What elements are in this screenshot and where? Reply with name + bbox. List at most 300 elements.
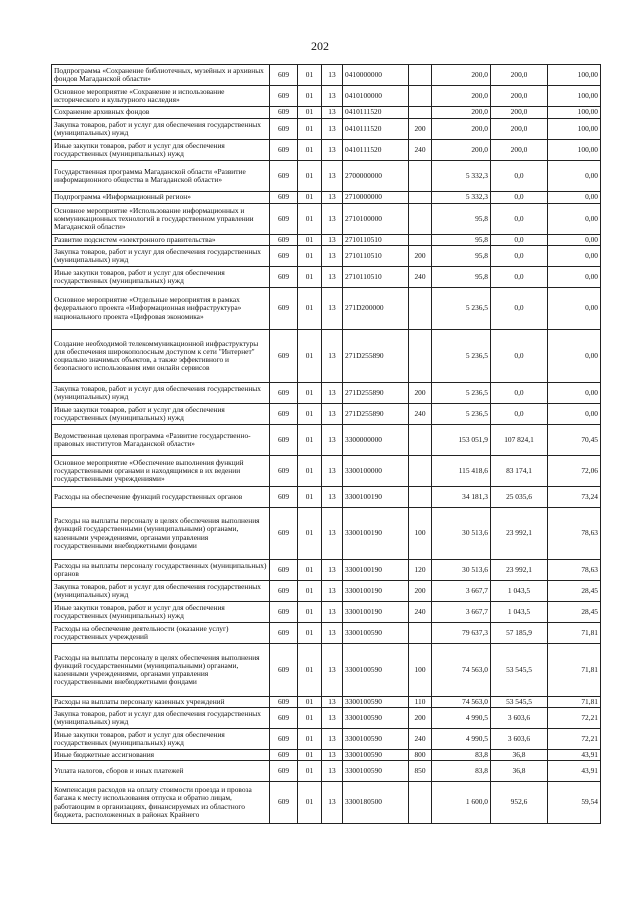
row-expense-type: 240: [409, 140, 432, 161]
row-ministry: 609: [270, 602, 298, 623]
row-section: 01: [298, 267, 322, 288]
row-expense-type: [409, 161, 432, 192]
row-planned: 4 990,5: [432, 729, 491, 750]
row-ministry: 609: [270, 708, 298, 729]
row-target-article: 0410111520: [343, 140, 409, 161]
row-subsection: 13: [322, 697, 343, 708]
row-planned: 153 051,9: [432, 425, 491, 456]
row-planned: 83,8: [432, 750, 491, 761]
row-executed: 83 174,1: [491, 456, 548, 487]
row-executed: 23 992,1: [491, 560, 548, 581]
row-planned: 5 236,5: [432, 404, 491, 425]
row-section: 01: [298, 383, 322, 404]
row-name: Расходы на выплаты персоналу казенных учреждений: [52, 697, 270, 708]
row-planned: 5 332,3: [432, 192, 491, 204]
row-ministry: 609: [270, 697, 298, 708]
row-section: 01: [298, 140, 322, 161]
row-section: 01: [298, 425, 322, 456]
row-executed: 952,6: [491, 782, 548, 824]
row-target-article: 3300100590: [343, 708, 409, 729]
row-expense-type: [409, 235, 432, 246]
row-percent: 100,00: [548, 119, 601, 140]
row-expense-type: 120: [409, 560, 432, 581]
row-ministry: 609: [270, 761, 298, 782]
row-planned: 95,8: [432, 246, 491, 267]
row-target-article: 271D255890: [343, 404, 409, 425]
row-executed: 36,8: [491, 761, 548, 782]
row-name: Расходы на обеспечение функций государственных органов: [52, 487, 270, 508]
row-ministry: 609: [270, 140, 298, 161]
table-row: [52, 697, 601, 708]
row-planned: 200,0: [432, 86, 491, 107]
row-subsection: 13: [322, 425, 343, 456]
row-name: Закупка товаров, работ и услуг для обеспечения государственных (муниципальных) нужд: [52, 383, 270, 404]
row-expense-type: 110: [409, 697, 432, 708]
row-percent: 43,91: [548, 761, 601, 782]
row-expense-type: [409, 425, 432, 456]
row-subsection: 13: [322, 508, 343, 560]
table-row: [52, 602, 601, 623]
row-percent: 0,00: [548, 330, 601, 383]
row-percent: 0,00: [548, 161, 601, 192]
row-expense-type: [409, 86, 432, 107]
row-ministry: 609: [270, 383, 298, 404]
row-expense-type: [409, 623, 432, 644]
row-target-article: 0410100000: [343, 86, 409, 107]
row-executed: 53 545,5: [491, 644, 548, 697]
row-name: Иные закупки товаров, работ и услуг для обеспечения государственных (муниципальных) нужд: [52, 602, 270, 623]
row-planned: 95,8: [432, 267, 491, 288]
row-name: Уплата налогов, сборов и иных платежей: [52, 761, 270, 782]
row-target-article: 271D255890: [343, 330, 409, 383]
row-expense-type: [409, 107, 432, 119]
row-expense-type: 100: [409, 508, 432, 560]
row-section: 01: [298, 602, 322, 623]
row-ministry: 609: [270, 267, 298, 288]
row-expense-type: 240: [409, 729, 432, 750]
row-executed: 200,0: [491, 65, 548, 86]
row-name: Закупка товаров, работ и услуг для обеспечения государственных (муниципальных) нужд: [52, 246, 270, 267]
row-expense-type: [409, 65, 432, 86]
table-row: [52, 86, 601, 107]
row-executed: 200,0: [491, 140, 548, 161]
row-subsection: 13: [322, 204, 343, 235]
row-percent: 72,06: [548, 456, 601, 487]
table-row: [52, 140, 601, 161]
row-executed: 0,0: [491, 288, 548, 330]
row-percent: 72,21: [548, 708, 601, 729]
table-row: [52, 644, 601, 697]
row-section: 01: [298, 86, 322, 107]
table-row: [52, 330, 601, 383]
row-section: 01: [298, 161, 322, 192]
table-row: [52, 404, 601, 425]
row-percent: 100,00: [548, 86, 601, 107]
row-section: 01: [298, 107, 322, 119]
row-ministry: 609: [270, 782, 298, 824]
row-name: Сохранение архивных фондов: [52, 107, 270, 119]
row-percent: 0,00: [548, 192, 601, 204]
table-row: [52, 708, 601, 729]
row-name: Закупка товаров, работ и услуг для обеспечения государственных (муниципальных) нужд: [52, 708, 270, 729]
row-ministry: 609: [270, 644, 298, 697]
row-ministry: 609: [270, 508, 298, 560]
row-ministry: 609: [270, 235, 298, 246]
row-ministry: 609: [270, 750, 298, 761]
row-percent: 59,54: [548, 782, 601, 824]
row-name: Расходы на обеспечение деятельности (оказание услуг) государственных учреждений: [52, 623, 270, 644]
row-planned: 95,8: [432, 204, 491, 235]
row-planned: 200,0: [432, 65, 491, 86]
table-row: [52, 161, 601, 192]
row-subsection: 13: [322, 192, 343, 204]
row-name: Расходы на выплаты персоналу в целях обеспечения выполнения функций государственными (муниципальными) органами, казенными учреждениями, органами управления государственными внебюджетными фондами: [52, 508, 270, 560]
row-executed: 57 185,9: [491, 623, 548, 644]
row-target-article: 3300100590: [343, 697, 409, 708]
row-executed: 23 992,1: [491, 508, 548, 560]
row-executed: 53 545,5: [491, 697, 548, 708]
row-section: 01: [298, 330, 322, 383]
row-expense-type: 850: [409, 761, 432, 782]
row-name: Ведомственная целевая программа «Развитие государственно-правовых институтов Магаданской области»: [52, 425, 270, 456]
row-section: 01: [298, 560, 322, 581]
row-planned: 74 563,0: [432, 697, 491, 708]
row-target-article: 2710110510: [343, 235, 409, 246]
table-row: [52, 560, 601, 581]
row-name: Развитие подсистем «электронного правительства»: [52, 235, 270, 246]
row-percent: 0,00: [548, 246, 601, 267]
table-row: [52, 107, 601, 119]
row-subsection: 13: [322, 288, 343, 330]
row-executed: 0,0: [491, 204, 548, 235]
row-target-article: 3300100590: [343, 729, 409, 750]
row-target-article: 2710100000: [343, 204, 409, 235]
row-subsection: 13: [322, 86, 343, 107]
row-ministry: 609: [270, 729, 298, 750]
row-ministry: 609: [270, 288, 298, 330]
row-expense-type: [409, 782, 432, 824]
row-expense-type: 200: [409, 581, 432, 602]
row-planned: 95,8: [432, 235, 491, 246]
row-expense-type: [409, 487, 432, 508]
row-section: 01: [298, 729, 322, 750]
table-row: [52, 119, 601, 140]
row-planned: 30 513,6: [432, 560, 491, 581]
row-planned: 3 667,7: [432, 602, 491, 623]
row-expense-type: 240: [409, 602, 432, 623]
row-section: 01: [298, 708, 322, 729]
table-row: [52, 246, 601, 267]
row-target-article: 3300100590: [343, 623, 409, 644]
row-name: Создание необходимой телекоммуникационной инфраструктуры для обеспечения широкополосным доступом к сети "Интернет" социально значимых объектов, а также эффективного и безопасного использования ими онлайн сервисов: [52, 330, 270, 383]
row-expense-type: [409, 456, 432, 487]
row-section: 01: [298, 246, 322, 267]
row-target-article: 3300100190: [343, 508, 409, 560]
row-percent: 71,81: [548, 697, 601, 708]
row-subsection: 13: [322, 729, 343, 750]
row-ministry: 609: [270, 425, 298, 456]
table-row: [52, 288, 601, 330]
row-ministry: 609: [270, 192, 298, 204]
row-name: Компенсация расходов на оплату стоимости проезда и провоза багажа к месту использования отпуска и обратно лицам, работающим в организациях, финансируемых из областного бюджета, расположенных в районах Крайнего: [52, 782, 270, 824]
row-planned: 200,0: [432, 107, 491, 119]
row-planned: 79 637,3: [432, 623, 491, 644]
row-subsection: 13: [322, 330, 343, 383]
row-ministry: 609: [270, 119, 298, 140]
row-target-article: 3300100190: [343, 581, 409, 602]
row-executed: 200,0: [491, 86, 548, 107]
row-expense-type: 800: [409, 750, 432, 761]
row-subsection: 13: [322, 383, 343, 404]
row-target-article: 3300100590: [343, 644, 409, 697]
row-expense-type: [409, 288, 432, 330]
row-expense-type: 240: [409, 267, 432, 288]
row-subsection: 13: [322, 107, 343, 119]
row-percent: 72,21: [548, 729, 601, 750]
table-row: [52, 508, 601, 560]
row-name: Иные закупки товаров, работ и услуг для обеспечения государственных (муниципальных) нужд: [52, 404, 270, 425]
row-section: 01: [298, 623, 322, 644]
row-subsection: 13: [322, 65, 343, 86]
row-target-article: 3300000000: [343, 425, 409, 456]
row-name: Расходы на выплаты персоналу государственных (муниципальных) органов: [52, 560, 270, 581]
row-name: Иные закупки товаров, работ и услуг для обеспечения государственных (муниципальных) нужд: [52, 267, 270, 288]
row-planned: 200,0: [432, 140, 491, 161]
row-ministry: 609: [270, 581, 298, 602]
table-row: [52, 623, 601, 644]
row-planned: 74 563,0: [432, 644, 491, 697]
row-subsection: 13: [322, 404, 343, 425]
row-section: 01: [298, 508, 322, 560]
row-ministry: 609: [270, 487, 298, 508]
row-name: Иные закупки товаров, работ и услуг для обеспечения государственных (муниципальных) нужд: [52, 729, 270, 750]
row-target-article: 2710000000: [343, 192, 409, 204]
row-name: Основное мероприятие «Обеспечение выполнения функций государственными органами и находящимися в их ведении государственными учреждениями»: [52, 456, 270, 487]
row-planned: 3 667,7: [432, 581, 491, 602]
row-subsection: 13: [322, 119, 343, 140]
row-ministry: 609: [270, 560, 298, 581]
row-subsection: 13: [322, 560, 343, 581]
row-planned: 200,0: [432, 119, 491, 140]
row-executed: 200,0: [491, 107, 548, 119]
table-row: [52, 65, 601, 86]
row-executed: 107 824,1: [491, 425, 548, 456]
row-expense-type: [409, 192, 432, 204]
row-executed: 0,0: [491, 161, 548, 192]
row-subsection: 13: [322, 602, 343, 623]
row-subsection: 13: [322, 581, 343, 602]
row-expense-type: [409, 204, 432, 235]
row-executed: 36,8: [491, 750, 548, 761]
row-planned: 4 990,5: [432, 708, 491, 729]
row-percent: 0,00: [548, 288, 601, 330]
row-section: 01: [298, 750, 322, 761]
table-row: [52, 235, 601, 246]
row-ministry: 609: [270, 86, 298, 107]
row-name: Иные бюджетные ассигнования: [52, 750, 270, 761]
row-section: 01: [298, 456, 322, 487]
table-row: [52, 267, 601, 288]
row-name: Государственная программа Магаданской области «Развитие информационного общества в Магаданской области»: [52, 161, 270, 192]
row-target-article: 3300100000: [343, 456, 409, 487]
row-section: 01: [298, 697, 322, 708]
row-executed: 0,0: [491, 404, 548, 425]
row-percent: 78,63: [548, 508, 601, 560]
row-target-article: 3300180500: [343, 782, 409, 824]
row-percent: 78,63: [548, 560, 601, 581]
row-subsection: 13: [322, 782, 343, 824]
row-percent: 70,45: [548, 425, 601, 456]
row-subsection: 13: [322, 140, 343, 161]
table-row: [52, 729, 601, 750]
row-expense-type: 100: [409, 644, 432, 697]
table-row: [52, 383, 601, 404]
row-subsection: 13: [322, 750, 343, 761]
row-executed: 0,0: [491, 383, 548, 404]
row-executed: 0,0: [491, 330, 548, 383]
row-expense-type: 240: [409, 404, 432, 425]
row-ministry: 609: [270, 161, 298, 192]
row-ministry: 609: [270, 456, 298, 487]
row-ministry: 609: [270, 246, 298, 267]
row-section: 01: [298, 761, 322, 782]
row-expense-type: 200: [409, 708, 432, 729]
page-number: 202: [311, 39, 329, 53]
row-target-article: 3300100590: [343, 750, 409, 761]
row-percent: 28,45: [548, 602, 601, 623]
row-planned: 30 513,6: [432, 508, 491, 560]
row-name: Иные закупки товаров, работ и услуг для обеспечения государственных (муниципальных) нужд: [52, 140, 270, 161]
row-name: Подпрограмма «Информационный регион»: [52, 192, 270, 204]
row-target-article: 0410000000: [343, 65, 409, 86]
row-executed: 25 035,6: [491, 487, 548, 508]
row-subsection: 13: [322, 267, 343, 288]
row-executed: 200,0: [491, 119, 548, 140]
row-percent: 71,81: [548, 623, 601, 644]
row-target-article: 3300100190: [343, 560, 409, 581]
row-ministry: 609: [270, 107, 298, 119]
row-target-article: 0410111520: [343, 119, 409, 140]
row-planned: 83,8: [432, 761, 491, 782]
table-row: [52, 750, 601, 761]
row-planned: 5 236,5: [432, 383, 491, 404]
row-expense-type: 200: [409, 246, 432, 267]
row-section: 01: [298, 782, 322, 824]
row-executed: 1 043,5: [491, 581, 548, 602]
row-section: 01: [298, 288, 322, 330]
table-row: [52, 192, 601, 204]
row-executed: 1 043,5: [491, 602, 548, 623]
row-subsection: 13: [322, 708, 343, 729]
row-subsection: 13: [322, 644, 343, 697]
row-name: Основное мероприятие «Сохранение и использование исторического и культурного наследия»: [52, 86, 270, 107]
row-section: 01: [298, 235, 322, 246]
row-ministry: 609: [270, 330, 298, 383]
row-subsection: 13: [322, 456, 343, 487]
table-row: [52, 581, 601, 602]
table-row: [52, 761, 601, 782]
row-subsection: 13: [322, 761, 343, 782]
table-row: [52, 782, 601, 824]
row-executed: 0,0: [491, 235, 548, 246]
row-name: Закупка товаров, работ и услуг для обеспечения государственных (муниципальных) нужд: [52, 119, 270, 140]
row-subsection: 13: [322, 487, 343, 508]
table-row: [52, 204, 601, 235]
row-percent: 73,24: [548, 487, 601, 508]
row-expense-type: [409, 330, 432, 383]
row-target-article: 271D255890: [343, 383, 409, 404]
row-ministry: 609: [270, 404, 298, 425]
row-target-article: 2700000000: [343, 161, 409, 192]
table-row: [52, 425, 601, 456]
row-section: 01: [298, 644, 322, 697]
row-executed: 0,0: [491, 192, 548, 204]
row-planned: 5 236,5: [432, 330, 491, 383]
row-section: 01: [298, 487, 322, 508]
row-subsection: 13: [322, 235, 343, 246]
row-planned: 5 332,3: [432, 161, 491, 192]
row-target-article: 3300100190: [343, 602, 409, 623]
budget-table: [51, 64, 601, 824]
row-executed: 0,0: [491, 267, 548, 288]
row-percent: 0,00: [548, 267, 601, 288]
row-percent: 100,00: [548, 65, 601, 86]
row-section: 01: [298, 119, 322, 140]
row-name: Основное мероприятие «Отдельные мероприятия в рамках федерального проекта «Информационная инфраструктура» национального проекта «Цифровая экономика»: [52, 288, 270, 330]
row-subsection: 13: [322, 246, 343, 267]
row-percent: 100,00: [548, 107, 601, 119]
row-target-article: 2710110510: [343, 267, 409, 288]
row-section: 01: [298, 65, 322, 86]
row-ministry: 609: [270, 65, 298, 86]
row-executed: 0,0: [491, 246, 548, 267]
row-name: Подпрограмма «Сохранение библиотечных, музейных и архивных фондов Магаданской области»: [52, 65, 270, 86]
row-target-article: 2710110510: [343, 246, 409, 267]
table-row: [52, 456, 601, 487]
row-section: 01: [298, 404, 322, 425]
row-name: Основное мероприятие «Использование информационных и коммуникационных технологий в государственном управлении Магаданской области»: [52, 204, 270, 235]
row-subsection: 13: [322, 623, 343, 644]
row-target-article: 3300100590: [343, 761, 409, 782]
row-ministry: 609: [270, 623, 298, 644]
row-planned: 34 181,3: [432, 487, 491, 508]
row-percent: 0,00: [548, 235, 601, 246]
row-section: 01: [298, 581, 322, 602]
row-percent: 71,81: [548, 644, 601, 697]
row-name: Закупка товаров, работ и услуг для обеспечения государственных (муниципальных) нужд: [52, 581, 270, 602]
row-section: 01: [298, 192, 322, 204]
row-expense-type: 200: [409, 119, 432, 140]
row-target-article: 271D200000: [343, 288, 409, 330]
row-name: Расходы на выплаты персоналу в целях обеспечения выполнения функций государственными (муниципальными) органами, казенными учреждениями, органами управления государственными внебюджетными фондами: [52, 644, 270, 697]
table-row: [52, 487, 601, 508]
row-expense-type: 200: [409, 383, 432, 404]
row-target-article: 0410111520: [343, 107, 409, 119]
row-target-article: 3300100190: [343, 487, 409, 508]
row-percent: 28,45: [548, 581, 601, 602]
row-section: 01: [298, 204, 322, 235]
row-percent: 0,00: [548, 383, 601, 404]
row-executed: 3 603,6: [491, 708, 548, 729]
row-percent: 0,00: [548, 404, 601, 425]
row-planned: 115 418,6: [432, 456, 491, 487]
row-subsection: 13: [322, 161, 343, 192]
row-percent: 0,00: [548, 204, 601, 235]
row-ministry: 609: [270, 204, 298, 235]
row-executed: 3 603,6: [491, 729, 548, 750]
row-percent: 43,91: [548, 750, 601, 761]
row-percent: 100,00: [548, 140, 601, 161]
